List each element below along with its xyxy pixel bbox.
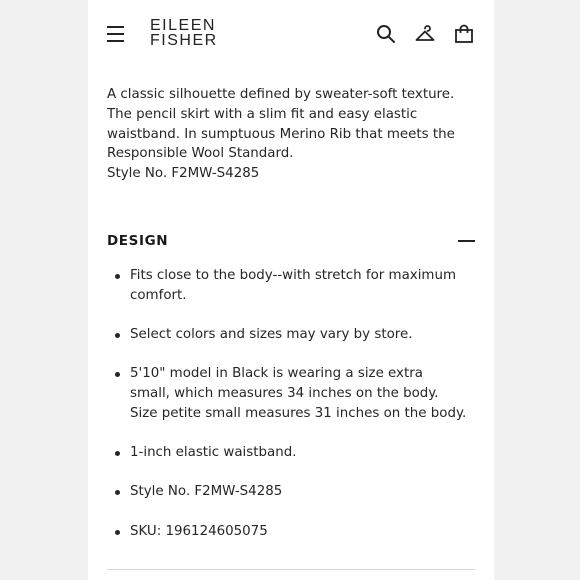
list-item [107, 325, 467, 345]
shopping-bag-icon[interactable] [454, 24, 474, 44]
logo-line-1: EILEEN [150, 17, 216, 34]
collapse-minus-icon[interactable] [458, 240, 475, 242]
bullet-dot [115, 333, 120, 338]
bullet-dot [115, 274, 120, 279]
description-text: A classic silhouette defined by sweater-soft texture. The pencil skirt with a slim fit and easy elastic waistband. In sumptuous Merino Rib that meets the Responsible Wool Standard. [107, 87, 455, 162]
search-icon[interactable] [376, 24, 396, 44]
bullet-text: Select colors and sizes may vary by store. [130, 326, 413, 342]
brand-logo[interactable] [150, 18, 218, 48]
bullet-text: 5'10" model in Black is wearing a size extra small, which measures 34 inches on the body. Size petite small measures 31 inches on the body. [130, 366, 467, 421]
list-item [107, 522, 467, 542]
bullet-dot [115, 372, 120, 377]
product-description [107, 85, 477, 184]
section-divider [107, 569, 475, 570]
account-hanger-icon[interactable] [415, 24, 435, 44]
design-bullet-list [107, 266, 467, 561]
list-item [107, 443, 467, 463]
description-style-number: Style No. F2MW-S4285 [107, 166, 260, 182]
list-item [107, 482, 467, 502]
bullet-text: SKU: 196124605075 [130, 523, 268, 539]
menu-icon[interactable] [107, 26, 124, 42]
bullet-text: Style No. F2MW-S4285 [130, 484, 283, 500]
list-item [107, 266, 467, 305]
bullet-text: Fits close to the body--with stretch for maximum comfort. [130, 268, 456, 303]
list-item [107, 364, 467, 423]
bullet-dot [115, 451, 120, 456]
bullet-text: 1-inch elastic waistband. [130, 444, 297, 460]
design-section-title[interactable]: DESIGN [107, 233, 169, 249]
product-details-page [88, 0, 494, 580]
bullet-dot [115, 530, 120, 535]
site-header [88, 0, 494, 70]
logo-line-2: FISHER [150, 32, 218, 49]
bullet-dot [115, 490, 120, 495]
